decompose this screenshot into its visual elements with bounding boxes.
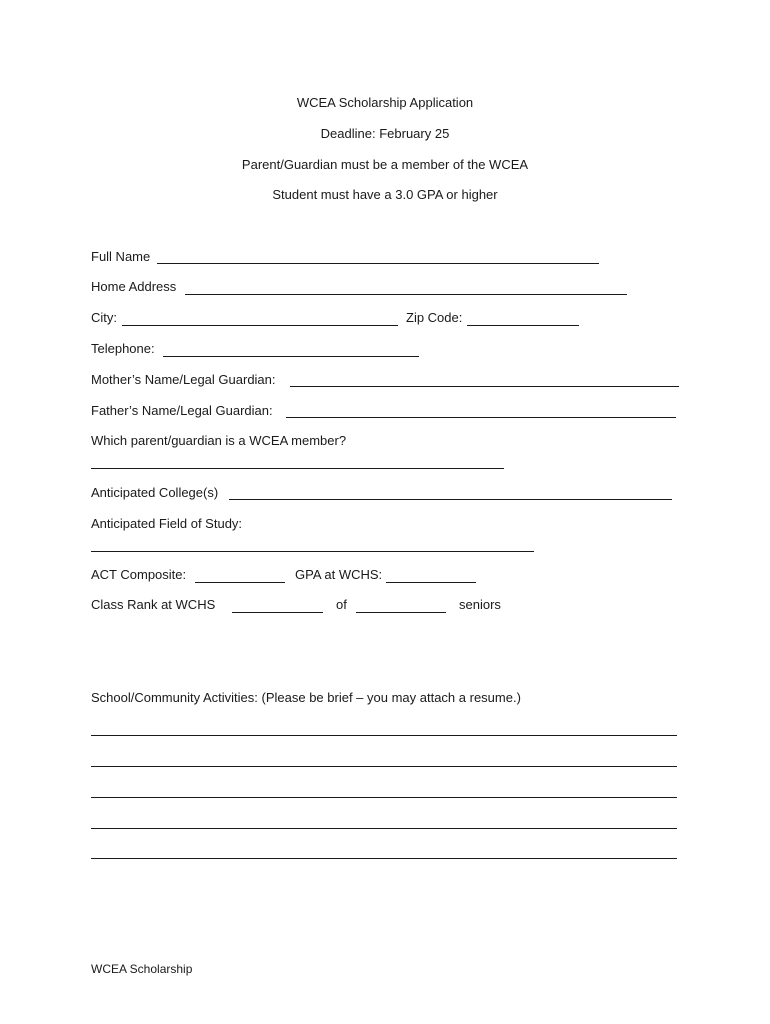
page-title: WCEA Scholarship Application <box>296 95 474 110</box>
member-answer-field[interactable] <box>91 468 504 469</box>
mother-name-field[interactable] <box>290 386 679 387</box>
footer-text: WCEA Scholarship <box>91 962 193 976</box>
city-label: City: <box>91 310 117 325</box>
class-rank-label: Class Rank at WCHS <box>91 597 216 612</box>
member-question-label: Which parent/guardian is a WCEA member? <box>91 433 347 448</box>
of-label: of <box>336 597 347 612</box>
gpa-label: GPA at WCHS: <box>295 567 383 582</box>
zip-code-label: Zip Code: <box>406 310 463 325</box>
activities-line-4[interactable] <box>91 828 677 829</box>
activities-line-3[interactable] <box>91 797 677 798</box>
anticipated-colleges-label: Anticipated College(s) <box>91 485 219 500</box>
anticipated-field-input[interactable] <box>91 551 534 552</box>
activities-line-5[interactable] <box>91 858 677 859</box>
father-name-field[interactable] <box>286 417 676 418</box>
parent-requirement-text: Parent/Guardian must be a member of the WCEA <box>241 157 529 172</box>
act-composite-field[interactable] <box>195 582 285 583</box>
student-requirement-text: Student must have a 3.0 GPA or higher <box>272 187 498 202</box>
activities-label: School/Community Activities: (Please be brief – you may attach a resume.) <box>91 690 521 705</box>
home-address-field[interactable] <box>185 294 627 295</box>
home-address-label: Home Address <box>91 279 177 294</box>
mother-name-label: Mother’s Name/Legal Guardian: <box>91 372 276 387</box>
full-name-label: Full Name <box>91 249 151 264</box>
zip-code-field[interactable] <box>467 325 579 326</box>
anticipated-colleges-field[interactable] <box>229 499 672 500</box>
full-name-field[interactable] <box>157 263 599 264</box>
seniors-label: seniors <box>459 597 501 612</box>
city-field[interactable] <box>122 325 398 326</box>
class-size-field[interactable] <box>356 612 446 613</box>
class-rank-field[interactable] <box>232 612 323 613</box>
deadline-text: Deadline: February 25 <box>320 126 450 141</box>
telephone-label: Telephone: <box>91 341 155 356</box>
activities-line-2[interactable] <box>91 766 677 767</box>
father-name-label: Father’s Name/Legal Guardian: <box>91 403 273 418</box>
activities-line-1[interactable] <box>91 735 677 736</box>
act-composite-label: ACT Composite: <box>91 567 187 582</box>
telephone-field[interactable] <box>163 356 419 357</box>
gpa-field[interactable] <box>386 582 476 583</box>
anticipated-field-label: Anticipated Field of Study: <box>91 516 243 531</box>
